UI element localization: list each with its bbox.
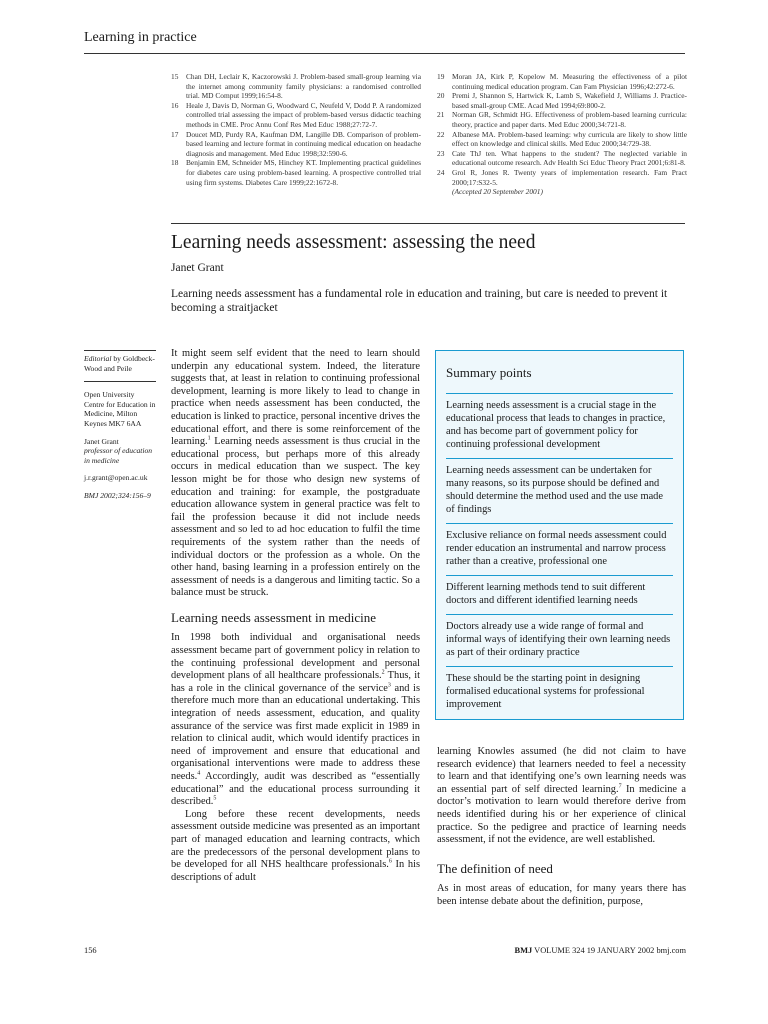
accepted-date: (Accepted 20 September 2001) (452, 187, 543, 197)
reference-text: Cate ThJ ten. What happens to the student? The neglected variable in educational outcome research. Adv Health Sci Educ Theory Pract 2001;6:81-8. (452, 148, 687, 168)
editorial-label: Editorial (84, 354, 112, 363)
reference-number: 17 (171, 129, 179, 139)
summary-point: Learning needs assessment can be undertaken for many reasons, so its purpose should be defined and should determine the method used and the use made of findings (446, 458, 673, 523)
editorial-authors: by Goldbeck-Wood and Peile (84, 354, 155, 373)
author-role: professor of education in medicine (84, 446, 153, 465)
references-right (437, 72, 687, 197)
volume-date: VOLUME 324 19 JANUARY 2002 bmj.com (532, 946, 686, 955)
reference-marker[interactable]: 1 (207, 435, 211, 442)
author-email[interactable]: j.r.grant@open.ac.uk (84, 473, 148, 483)
running-head: Learning in practice (84, 30, 197, 45)
paragraph: learning Knowles assumed (he did not claim to have research evidence) that learners needed to feel a necessity to learn and that identifying one’s own learning needs was an essential part of self directed learning.$^7$ In medicine a doctor’s motivation to learn would therefore derive from needs identified during his or her experience of clinical practice. So the pedigree and practice of learning needs assessment, if not the evidence, are well established. (437, 746, 686, 846)
author-affiliation: Open University Centre for Education in Medicine, Milton Keynes MK7 6AA (84, 390, 156, 428)
reference-item (437, 110, 687, 129)
reference-item (171, 72, 421, 101)
summary-box (435, 350, 684, 720)
reference-text: Heale J, Davis D, Norman G, Woodward C, Neufeld V, Dodd P. A randomized controlled trial assessing the impact of problem-based versus didactic teaching methods in CME. Proc Annu Conf Res Med Educ 1988;27:72-7. (186, 100, 421, 129)
summary-point: Exclusive reliance on formal needs assessment could render education an instrumental and narrow process rather than a creative, professional one (446, 523, 673, 575)
reference-item (437, 149, 687, 168)
citation: BMJ 2002;324:156–9 (84, 490, 151, 500)
page-number: 156 (84, 946, 97, 955)
reference-number: 18 (171, 158, 179, 168)
reference-number: 21 (437, 110, 445, 120)
author-name: Janet Grant (84, 436, 119, 446)
paragraph: As in most areas of education, for many years there has been intense debate about the definition, purpose, (437, 883, 686, 907)
reference-text: Premi J, Shannon S, Hartwick K, Lamb S, Wakefield J, Williams J. Practice-based small-group CME. Acad Med 1994;69:800-2. (452, 91, 687, 110)
reference-marker[interactable]: 4 (197, 770, 201, 777)
reference-item (437, 130, 687, 149)
reference-marker[interactable]: 5 (213, 795, 217, 802)
reference-marker[interactable]: 6 (388, 858, 392, 865)
paragraph: In 1998 both individual and organisational needs assessment became part of government policy in relation to the continuing professional development and personal development plans of all healthcare professionals.$^2$ Thus, it has a role in the clinical governance of the service$^3$ and is therefore much more than an educational undertaking. This integration of needs assessment, education, and quality assurance of the service was first made explicit in 1989 in relation to clinical audit, which would identify practices in need of improvement and ensure that educational and organisational interventions were made to address these needs.$^4$ Accordingly, audit was described as “essentially educational” and the educational process surrounding it described.$^5$ (171, 632, 420, 808)
summary-point: Doctors already use a wide range of formal and informal ways of identifying their own learning needs as part of their ordinary practice (446, 614, 673, 666)
reference-text: Albanese MA. Problem-based learning: why curricula are likely to show little effect on knowledge and clinical skills. Med Educ 2000;34:729-38. (452, 129, 687, 149)
reference-text: Grol R, Jones R. Twenty years of implementation research. Fam Pract 2000;17:S32-5. (452, 167, 687, 187)
reference-text: Moran JA, Kirk P, Kopelow M. Measuring the effectiveness of a pilot continuing medical education program. Can Fam Physician 1996;42:272-6. (452, 72, 687, 91)
reference-text: Norman GR, Schmidt HG. Effectiveness of problem-based learning curricula: theory, practice and paper darts. Med Educ 2000;34:721-8. (452, 110, 687, 129)
sidebar-rule (84, 381, 156, 382)
reference-number: 19 (437, 72, 445, 81)
paragraph: It might seem self evident that the need to learn should underpin any educational system. Indeed, the literature suggests that, at least in relation to continuing professional development, learning is more likely to lead to change in practice when needs assessment has been conducted, the education is linked to practice, personal incentive drives the educational effort, and there is some reinforcement of the learning.$^1$ Learning needs assessment is thus crucial in the educational process, but perhaps more of this already occurs in medical education than we suspect. The key lesson might be for those who design new systems of education and training: for example, the postgraduate education allowance system in general practice was felt to fail the profession because it did not include needs assessment and so led to ad hoc education to fulfil the time requirements of the system rather than the needs of individual doctors or the profession as a whole. On the other hand, basing learning in a profession entirely on the assessment of needs is a dangerous and limiting tactic. So a balance must be struck. (171, 348, 420, 599)
summary-point: These should be the starting point in designing formalised educational systems for professional improvement (446, 666, 673, 718)
summary-title: Summary points (446, 365, 532, 380)
article-title: Learning needs assessment: assessing the need (171, 232, 536, 253)
reference-number: 22 (437, 129, 445, 139)
reference-number: 24 (437, 167, 445, 177)
journal-name: BMJ (514, 946, 533, 955)
reference-number: 20 (437, 91, 445, 101)
section-heading: Learning needs assessment in medicine (171, 609, 377, 625)
reference-item (437, 72, 687, 91)
body-column-left (171, 348, 420, 884)
article-author: Janet Grant (171, 262, 224, 274)
title-rule (171, 223, 685, 224)
reference-item (171, 130, 421, 159)
reference-item (171, 158, 421, 187)
reference-text: Doucet MD, Purdy RA, Kaufman DM, Langille DB. Comparison of problem-based learning and lecture format in continuing medical education on headache diagnosis and management. Med Educ 1998;32:590-6. (186, 129, 421, 158)
reference-text: Benjamin EM, Schneider MS, Hinchey KT. Implementing practical guidelines for diabetes care using problem-based learning. A prospective controlled trial using firm systems. Diabetes Care 1999;22:1672-8. (186, 158, 421, 187)
reference-text: Chan DH, Leclair K, Kaczorowski J. Problem-based small-group learning via the internet among community family physicians: a randomised controlled trial. MD Comput 1999;16:54-8. (186, 72, 421, 101)
reference-item (171, 101, 421, 130)
sidebar-rule (84, 350, 156, 351)
reference-item (437, 91, 687, 110)
standfirst: Learning needs assessment has a fundamental role in education and training, but care is needed to prevent it becoming a straitjacket (171, 288, 668, 314)
journal-footer (505, 946, 686, 955)
references-left (171, 72, 421, 187)
summary-point: Different learning methods tend to suit different doctors and different identified learning needs (446, 575, 673, 614)
summary-point: Learning needs assessment is a crucial stage in the educational process that leads to changes in practice, and has become part of government policy for continuing professional development (446, 393, 673, 458)
reference-marker[interactable]: 3 (387, 682, 391, 689)
section-heading: The definition of need (437, 860, 553, 876)
editorial-note (84, 354, 156, 373)
reference-number: 16 (171, 100, 179, 110)
body-column-right (437, 746, 686, 909)
header-rule (84, 53, 685, 54)
reference-marker[interactable]: 7 (618, 783, 622, 790)
author-sidebar (84, 350, 156, 509)
reference-number: 23 (437, 148, 445, 158)
reference-marker[interactable]: 2 (381, 669, 385, 676)
reference-item (437, 168, 687, 187)
paragraph: Long before these recent developments, needs assessment outside medicine was presented as an important part of managed education and learning contracts, which are the predecessors of the personal development plans to be developed for all NHS healthcare professionals.$^6$ In his descriptions of adult (171, 808, 420, 883)
reference-number: 15 (171, 72, 179, 81)
